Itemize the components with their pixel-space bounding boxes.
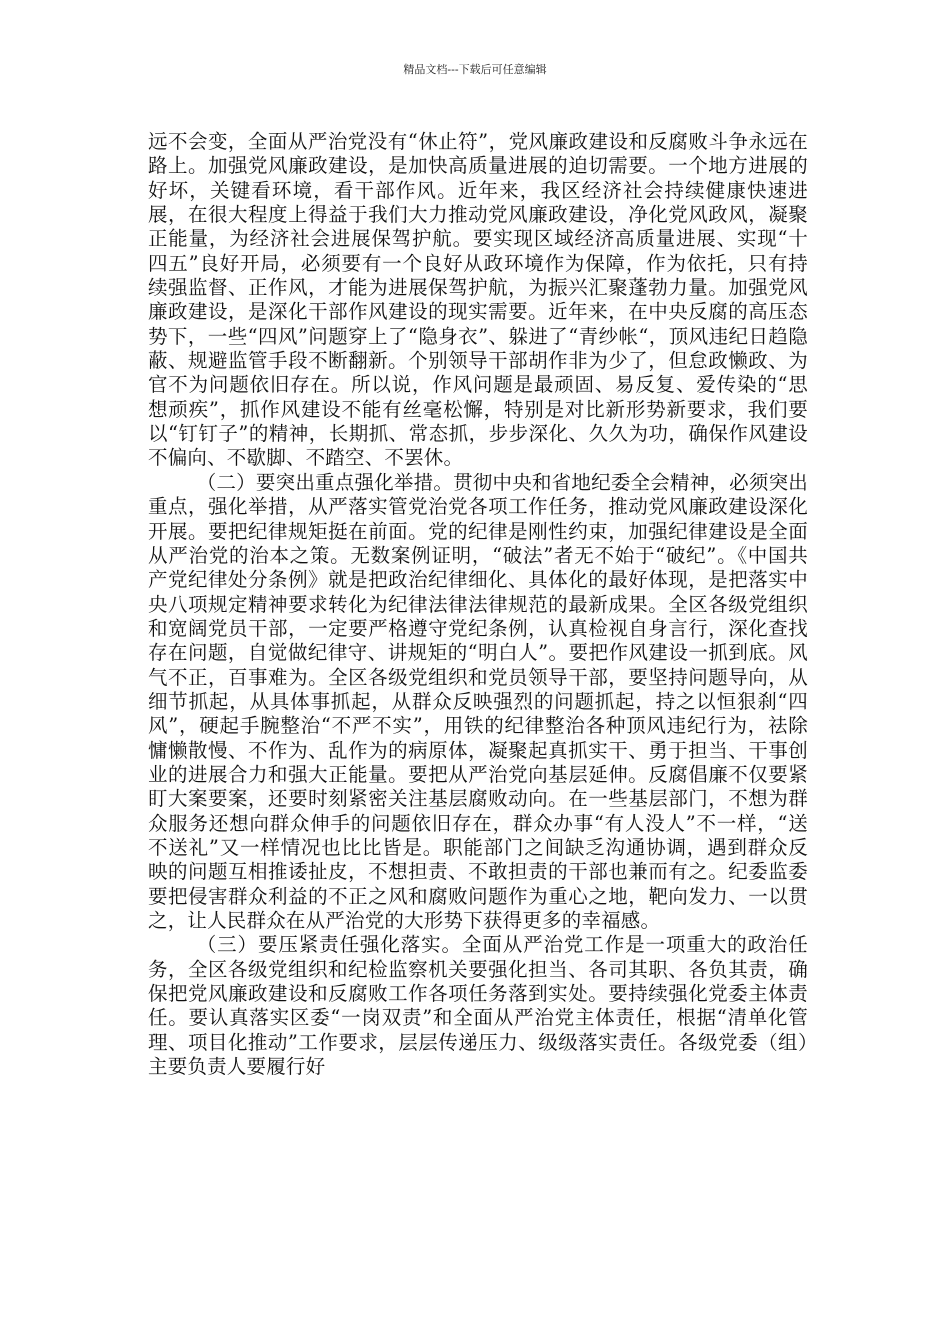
- paragraph-section-2: （二）要突出重点强化举措。贯彻中央和省地纪委全会精神，必须突出重点，强化举措，从严落实管党治党各项工作任务，推动党风廉政建设深化开展。要把纪律规矩挺在前面。党的纪律是刚性约束，加强纪律建设是全面从严治党的治本之策。无数案例证明，“破法”者无不始于“破纪”。《中国共产党纪律处分条例》就是把政治纪律细化、具体化的最好体现，是把落实中央八项规定精神要求转化为纪律法律法律规范的最新成果。全区各级党组织和宽阔党员干部，一定要严格遵守党纪条例，认真检视自身言行，深化查找存在问题，自觉做纪律守、讲规矩的“明白人”。要把作风建设一抓到底。风气不正，百事难为。全区各级党组织和党员领导干部，要坚持问题导向，从细节抓起，从具体事抓起，从群众反映强烈的问题抓起，持之以恒狠刹“四风”，硬起手腕整治“不严不实”，用铁的纪律整治各种顶风违纪行为，祛除慵懒散慢、不作为、乱作为的病原体，凝聚起真抓实干、勇于担当、干事创业的进展合力和强大正能量。要把从严治党向基层延伸。反腐倡廉不仅要紧盯大案要案，还要时刻紧密关注基层腐败动向。在一些基层部门，不想为群众服务还想向群众伸手的问题依旧存在，群众办事“有人没人”不一样，“送不送礼”又一样情况也比比皆是。职能部门之间缺乏沟通协调，遇到群众反映的问题互相推诿扯皮，不想担责、不敢担责的干部也兼而有之。纪委监委要把侵害群众利益的不正之风和腐败问题作为重心之地，靶向发力、一以贯之，让人民群众在从严治党的大形势下获得更多的幸福感。: [148, 470, 808, 932]
- paragraph-continuation: 远不会变，全面从严治党没有“休止符”，党风廉政建设和反腐败斗争永远在路上。加强党风廉政建设，是加快高质量进展的迫切需要。一个地方进展的好坏，关键看环境，看干部作风。近年来，我区经济社会持续健康快速进展，在很大程度上得益于我们大力推动党风廉政建设，净化党风政风，凝聚正能量，为经济社会进展保驾护航。要实现区域经济高质量进展、实现“十四五”良好开局，必须要有一个良好从政环境作为保障，作为依托，只有持续强监督、正作风，才能为进展保驾护航，为振兴汇聚蓬勃力量。加强党风廉政建设，是深化干部作风建设的现实需要。近年来，在中央反腐的高压态势下，一些“四风”问题穿上了“隐身衣”、躲进了“青纱帐“，顶风违纪日趋隐蔽、规避监管手段不断翻新。个别领导干部胡作非为少了，但怠政懒政、为官不为问题依旧存在。所以说，作风问题是最顽固、易反复、爱传染的“思想顽疾”，抓作风建设不能有丝毫松懈，特别是对比新形势新要求，我们要以“钉钉子”的精神，长期抓、常态抓，步步深化、久久为功，确保作风建设不偏向、不歇脚、不踏空、不罢休。: [148, 130, 808, 470]
- document-body: [148, 130, 808, 1079]
- page-header: 精品文档---下载后可任意编辑: [403, 63, 547, 76]
- paragraph-section-3: （三）要压紧责任强化落实。全面从严治党工作是一项重大的政治任务，全区各级党组织和纪检监察机关要强化担当、各司其职、各负其责，确保把党风廉政建设和反腐败工作各项任务落到实处。要持续强化党委主体责任。要认真落实区委“一岗双责”和全面从严治党主体责任，根据“清单化管理、项目化推动”工作要求，层层传递压力、级级落实责任。各级党委（组）主要负责人要履行好: [148, 933, 808, 1079]
